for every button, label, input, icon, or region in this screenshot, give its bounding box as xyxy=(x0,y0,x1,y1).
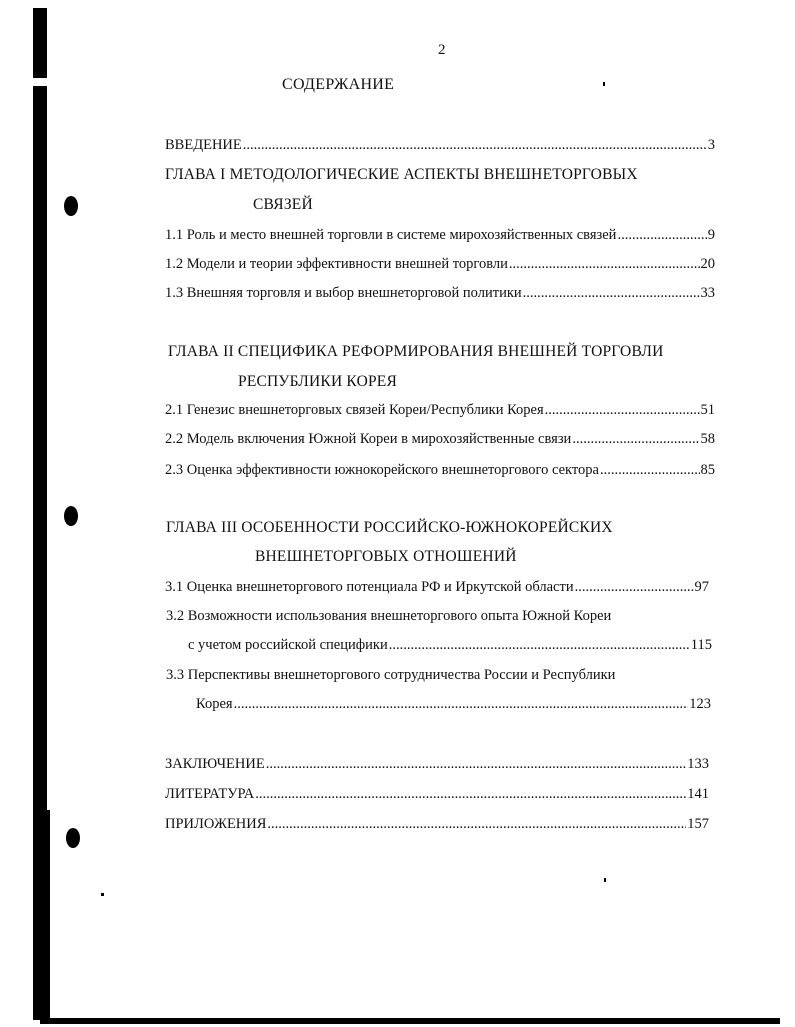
toc-page: 141 xyxy=(687,786,709,802)
page-title: СОДЕРЖАНИЕ xyxy=(282,76,395,93)
toc-page: 20 xyxy=(700,256,715,272)
toc-entry-1-3[interactable] xyxy=(165,285,715,302)
leader-dots xyxy=(509,256,700,273)
toc-label: 2.2 Модель включения Южной Кореи в мирохозяйственные связи xyxy=(165,431,572,447)
chapter-1-heading[interactable]: ГЛАВА I МЕТОДОЛОГИЧЕСКИЕ АСПЕКТЫ ВНЕШНЕТОРГОВЫХ xyxy=(165,166,638,183)
toc-entry-3-3-line1[interactable]: 3.3 Перспективы внешнеторгового сотрудничества России и Республики xyxy=(166,667,616,683)
toc-label: ЛИТЕРАТУРА xyxy=(165,786,255,802)
toc-page: 157 xyxy=(687,816,709,832)
leader-dots xyxy=(266,756,687,773)
leader-dots xyxy=(545,402,700,419)
toc-label: ПРИЛОЖЕНИЯ xyxy=(165,816,267,832)
toc-page: 97 xyxy=(694,579,709,595)
toc-page: 51 xyxy=(700,402,715,418)
toc-entry-intro[interactable] xyxy=(165,137,715,154)
punch-hole xyxy=(66,828,80,848)
toc-entry-3-2[interactable] xyxy=(188,637,712,654)
toc-page: 133 xyxy=(687,756,709,772)
toc-label: с учетом российской специфики xyxy=(188,637,388,653)
toc-entry-2-2[interactable] xyxy=(165,431,715,448)
toc-entry-literature[interactable] xyxy=(165,786,709,803)
toc-page: 3 xyxy=(707,137,715,153)
toc-page: 123 xyxy=(689,696,711,712)
chapter-2-heading-cont: РЕСПУБЛИКИ КОРЕЯ xyxy=(238,373,397,390)
toc-page: 9 xyxy=(707,227,715,243)
punch-hole xyxy=(64,506,78,526)
speck xyxy=(101,893,104,896)
leader-dots xyxy=(267,816,686,833)
toc-label: ЗАКЛЮЧЕНИЕ xyxy=(165,756,265,772)
toc-label: 1.1 Роль и место внешней торговли в системе мирохозяйственных связей xyxy=(165,227,617,243)
scan-notch xyxy=(33,78,55,86)
toc-label: 3.1 Оценка внешнеторгового потенциала РФ и Иркутской области xyxy=(165,579,574,595)
toc-label: ВВЕДЕНИЕ xyxy=(165,137,242,153)
toc-page: 33 xyxy=(700,285,715,301)
page-number: 2 xyxy=(438,42,446,58)
leader-dots xyxy=(234,696,689,713)
leader-dots xyxy=(389,637,690,654)
toc-entry-appendices[interactable] xyxy=(165,816,709,833)
toc-page: 85 xyxy=(700,462,715,478)
leader-dots xyxy=(523,285,700,302)
toc-entry-2-1[interactable] xyxy=(165,402,715,419)
leader-dots xyxy=(255,786,686,803)
toc-entry-1-1[interactable] xyxy=(165,227,715,244)
leader-dots xyxy=(243,137,707,154)
chapter-2-heading[interactable]: ГЛАВА II СПЕЦИФИКА РЕФОРМИРОВАНИЯ ВНЕШНЕЙ ТОРГОВЛИ xyxy=(168,343,664,360)
toc-label: 2.1 Генезис внешнеторговых связей Кореи/Республики Корея xyxy=(165,402,544,418)
scan-border-left-lower xyxy=(40,810,50,1020)
chapter-1-heading-cont: СВЯЗЕЙ xyxy=(253,196,313,213)
chapter-3-heading-cont: ВНЕШНЕТОРГОВЫХ ОТНОШЕНИЙ xyxy=(255,548,517,565)
toc-label: 1.3 Внешняя торговля и выбор внешнеторговой политики xyxy=(165,285,522,301)
leader-dots xyxy=(617,227,706,244)
toc-label: 1.2 Модели и теории эффективности внешней торговли xyxy=(165,256,508,272)
scan-border-bottom xyxy=(40,1018,780,1024)
toc-entry-1-2[interactable] xyxy=(165,256,715,273)
toc-label: Корея xyxy=(196,696,233,712)
toc-entry-2-3[interactable] xyxy=(165,462,715,479)
leader-dots xyxy=(600,462,700,479)
chapter-3-heading[interactable]: ГЛАВА III ОСОБЕННОСТИ РОССИЙСКО-ЮЖНОКОРЕЙСКИХ xyxy=(166,519,613,536)
toc-entry-3-2-line1[interactable]: 3.2 Возможности использования внешнеторгового опыта Южной Кореи xyxy=(166,608,612,624)
punch-hole xyxy=(64,196,78,216)
toc-entry-3-1[interactable] xyxy=(165,579,709,596)
toc-page: 115 xyxy=(690,637,712,653)
toc-entry-3-3[interactable] xyxy=(196,696,711,713)
leader-dots xyxy=(572,431,699,448)
leader-dots xyxy=(575,579,694,596)
toc-page: 58 xyxy=(700,431,715,447)
speck xyxy=(604,878,606,882)
speck xyxy=(603,82,605,86)
toc-label: 2.3 Оценка эффективности южнокорейского внешнеторгового сектора xyxy=(165,462,599,478)
toc-entry-conclusion[interactable] xyxy=(165,756,709,773)
